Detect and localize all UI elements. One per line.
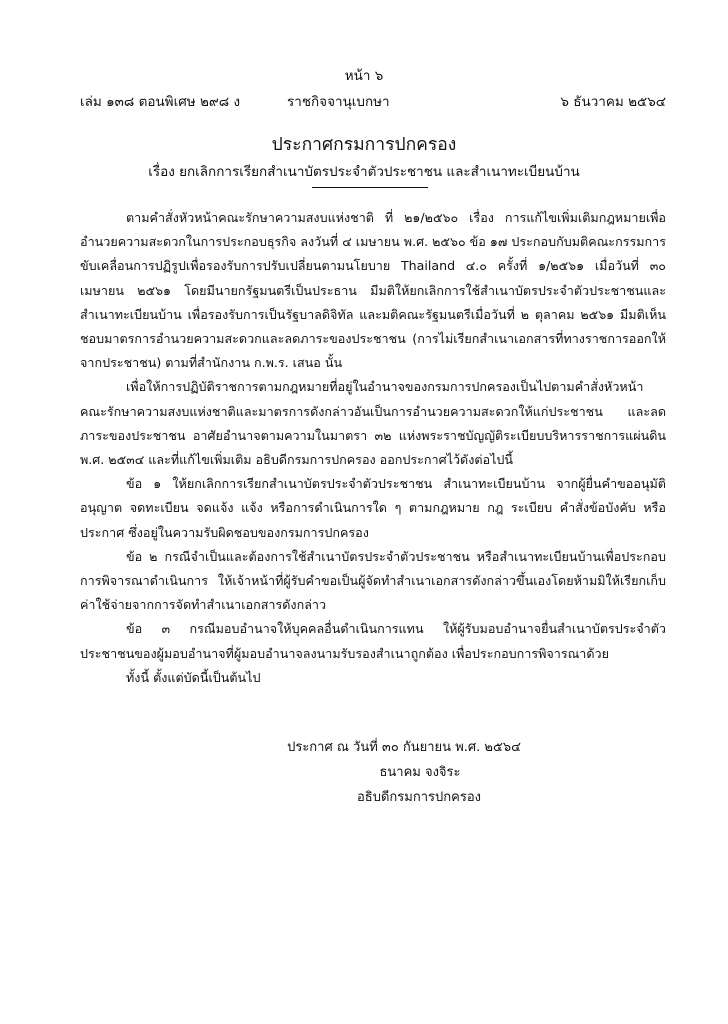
- paragraph-preamble: ตามคำสั่งหัวหน้าคณะรักษาความสงบแห่งชาติ ที่ ๒๑/๒๕๖๐ เรื่อง การแก้ไขเพิ่มเติมกฎหมายเพื่ออำนวยความสะดวกในการประกอบธุรกิจ ลงวันที่ ๔ เมษายน พ.ศ. ๒๕๖๐ ข้อ ๑๗ ประกอบกับมติคณะกรรมการขับเคลื่อนการปฏิรูปเพื่อรองรับการปรับเปลี่ยนตามนโยบาย Thailand ๔.๐ ครั้งที่ ๑/๒๕๖๑ เมื่อวันที่ ๓๐ เมษายน ๒๕๖๑ โดยมีนายกรัฐมนตรีเป็นประธาน มีมติให้ยกเลิกการใช้สำเนาบัตรประจำตัวประชาชนและสำเนาทะเบียนบ้าน เพื่อรองรับการเป็นรัฐบาลดิจิทัล และมติคณะรัฐมนตรีเมื่อวันที่ ๒ ตุลาคม ๒๕๖๑ มีมติเห็นชอบมาตรการอำนวยความสะดวกและลดภาระของประชาชน (การไม่เรียกสำเนาเอกสารที่ทางราชการออกให้จากประชาชน) ตามที่สำนักงาน ก.พ.ร. เสนอ นั้น: [80, 210, 666, 371]
- clause-3: ข้อ ๓ กรณีมอบอำนาจให้บุคคลอื่นดำเนินการแทน ให้ผู้รับมอบอำนาจยื่นสำเนาบัตรประจำตัวประชาชนของผู้มอบอำนาจที่ผู้มอบอำนาจลงนามรับรองสำเนาถูกต้อง เพื่อประกอบการพิจารณาด้วย: [80, 621, 666, 661]
- clause-1: ข้อ ๑ ให้ยกเลิกการเรียกสำเนาบัตรประจำตัวประชาชน สำเนาทะเบียนบ้าน จากผู้ยื่นคำขออนุมัติ อนุญาต จดทะเบียน จดแจ้ง แจ้ง หรือการดำเนินการใด ๆ ตามกฎหมาย กฎ ระเบียบ คำสั่งข้อบังคับ หรือประกาศ ซึ่งอยู่ในความรับผิดชอบของกรมการปกครอง: [80, 476, 666, 540]
- document-body: [80, 206, 666, 690]
- gazette-name: ราชกิจจานุเบกษา: [287, 94, 390, 110]
- clause-2: ข้อ ๒ กรณีจำเป็นและต้องการใช้สำเนาบัตรประจำตัวประชาชน หรือสำเนาทะเบียนบ้านเพื่อประกอบการพิจารณาดำเนินการ ให้เจ้าหน้าที่ผู้รับคำขอเป็นผู้จัดทำสำเนาเอกสารดังกล่าวขึ้นเองโดยห้ามมิให้เรียกเก็บค่าใช้จ่ายจากการจัดทำสำเนาเอกสารดังกล่าว: [80, 548, 666, 613]
- gazette-header: [80, 90, 666, 110]
- document-title: ประกาศกรมการปกครอง: [271, 135, 457, 155]
- paragraph-authority: เพื่อให้การปฏิบัติราชการตามกฎหมายที่อยู่ในอำนาจของกรมการปกครองเป็นไปตามคำสั่งหัวหน้าคณะรักษาความสงบแห่งชาติและมาตรการดังกล่าวอันเป็นการอำนวยความสะดวกให้แก่ประชาชน และลดภาระของประชาชน อาศัยอำนาจตามความในมาตรา ๓๒ แห่งพระราชบัญญัติระเบียบบริหารราชการแผ่นดิน พ.ศ. ๒๕๓๔ และที่แก้ไขเพิ่มเติม อธิบดีกรมการปกครอง ออกประกาศไว้ดังต่อไปนี้: [80, 379, 666, 468]
- announcement-date: ประกาศ ณ วันที่ ๓๐ กันยายน พ.ศ. ๒๕๖๔: [287, 740, 521, 755]
- signatory-name: ธนาคม จงจิระ: [379, 765, 461, 780]
- effective-clause: ทั้งนี้ ตั้งแต่บัดนี้เป็นต้นไป: [126, 669, 261, 685]
- title-divider: [312, 187, 428, 188]
- publication-date: ๖ ธันวาคม ๒๕๖๔: [560, 94, 666, 110]
- volume-info: เล่ม ๑๓๘ ตอนพิเศษ ๒๙๘ ง: [80, 94, 241, 110]
- document-subject: เรื่อง ยกเลิกการเรียกสำเนาบัตรประจำตัวประชาชน และสำเนาทะเบียนบ้าน: [148, 164, 580, 180]
- page-number: หน้า ๖: [344, 68, 384, 84]
- signatory-position: อธิบดีกรมการปกครอง: [357, 790, 481, 805]
